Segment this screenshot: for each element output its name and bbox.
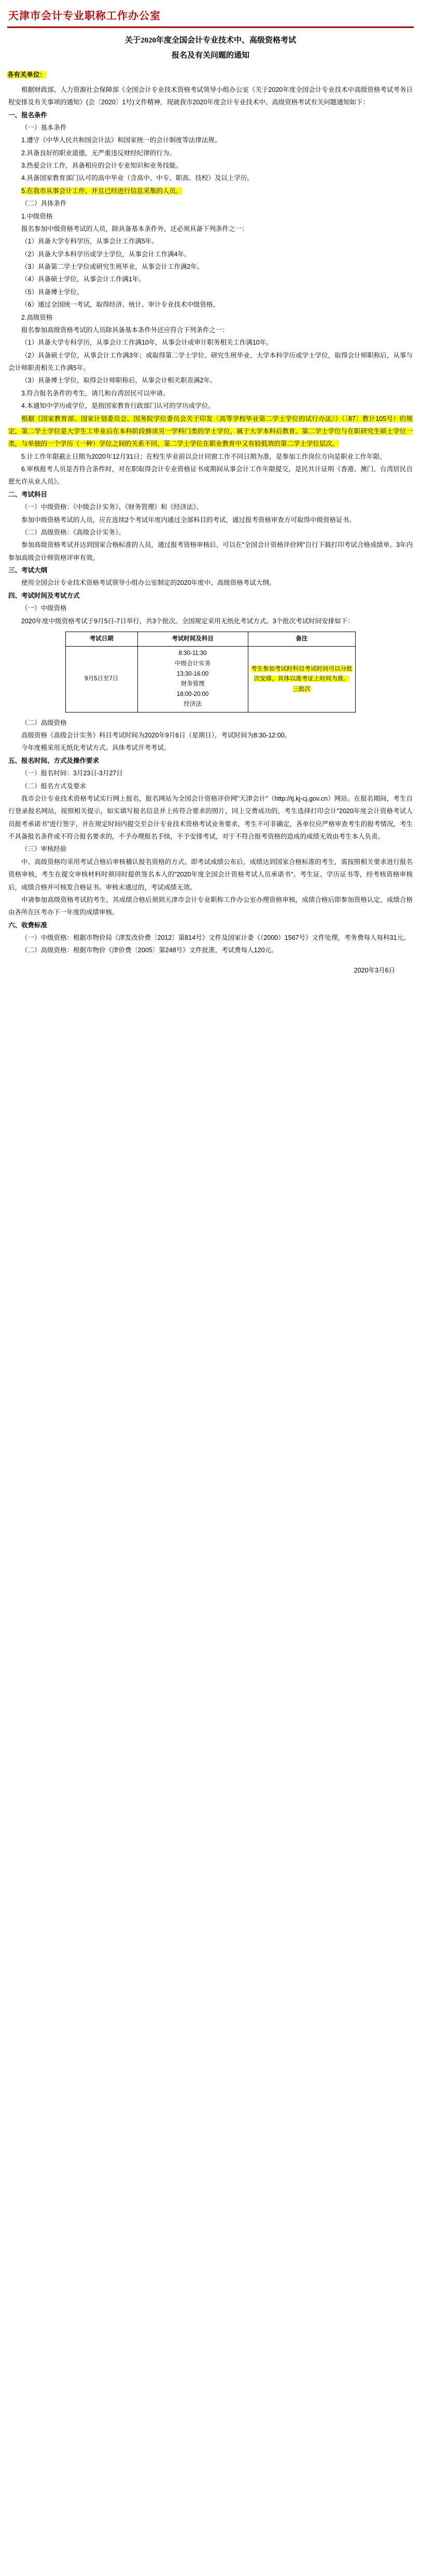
table-cell-time-subject [137, 647, 248, 712]
section-1-1-heading: （一）基本条件 [21, 124, 67, 131]
section-3-heading: 三、考试大纲 [8, 567, 48, 574]
section-1-2-a-intro: 报名参加中级资格考试的人员，除具备基本条件外，还必须具备下列条件之一： [21, 225, 248, 232]
section-1-1-item-2: 2.具备良好的职业道德，无严重违反财经纪律的行为。 [21, 149, 176, 157]
section-5-3: （三）审核经验 [21, 845, 67, 853]
section-1-2-b-heading: 2.高级资格 [21, 313, 53, 321]
section-1-1-item-3: 3.热爱会计工作，具备相应的会计专业知识和业务技能。 [21, 162, 183, 169]
section-3-paragraph: 使用全国会计专业技术资格考试领导小组办公室制定的2020年度中、高级资格考试大纲。 [21, 579, 276, 587]
section-2-2: （二）高级资格：《高级会计实务》。 [21, 528, 125, 536]
section-1-1-item-4: 4.具备国家教育部门认可的高中毕业（含高中、中专、职高、技校）及以上学历。 [21, 174, 254, 182]
section-1-1-item-5-text: 5.在我市从事会计工作，并且已经进行信息采集的人员。 [21, 187, 183, 195]
section-4-2-paragraph-2: 今年度模采用无纸化考试方式。具体考试开考考试。 [21, 744, 171, 752]
section-5-2-paragraph: 我市会计专业技术资格考试实行网上报名，报名网站为全国会计资格评价网"天津会计"（http://tj.kj-cj.gov.cn）网站。在报名期间，考生自行登录报名网站，按照相关提示，如实填写报名信息并上传符合要求的照片，同上交费成功的，考生选择打印会计"2020年度会计资格考试人员报考承诺书"进行签字，并在规定时间内提交至会计专业技术资格考试业务要求，考生不可非确定，各单位应严格审查考生的报考情况，考生不具备报名条件或不符合报名要求的，不予办理报名手续，不予安排考试，对于不符合报考资格的造成的成绩无效由考生本人负责。 [8, 794, 413, 841]
section-4-2-paragraph-1: 高级资格《高级会计实务》科目考试时间为2020年9月6日（星期日），考试时间为8:30-12:00。 [21, 732, 291, 739]
red-divider [7, 26, 414, 28]
section-1-2-item-3: 3.符合报名条件的考生，请几和台湾居民可以申请。 [21, 389, 170, 397]
document-page [0, 0, 421, 985]
time-line-2: 13:30-16:00 [176, 670, 209, 677]
org-title: 天津市会计专业职称工作办公室 [8, 10, 161, 22]
subject-line-2: 财务管理 [180, 681, 205, 688]
section-2-heading: 二、考试科目 [8, 490, 48, 498]
table-header-time-subject: 考试时间及科目 [137, 632, 248, 647]
section-1-2-heading: （二）具体条件 [21, 200, 67, 208]
table-header-remark: 备注 [248, 632, 355, 647]
section-6-1: （一）中级资格：根据市物价局《津发改价费〔2012〕第814号》文件及国家计委《（2000）1567号》文件处理，考务费每人每科31元。 [21, 934, 410, 942]
document-title [19, 33, 402, 63]
section-6-heading: 六、收费标准 [8, 921, 48, 929]
section-1-2-a-item-4: （4）具备硕士学位，从事会计工作满1年。 [21, 276, 145, 283]
section-2-1: （一）中级资格：《中级会计实务》、《财务管理》和《经济法》。 [21, 503, 203, 511]
document-title-line1: 关于2020年度全国会计专业技术中、高级资格考试 [124, 36, 296, 45]
table-row [66, 647, 356, 712]
table-cell-date: 9月5日至7日 [66, 647, 138, 712]
salutation [7, 69, 414, 81]
section-5-heading: 五、报名时间、方式及操作要求 [8, 757, 100, 764]
exam-schedule-table-wrapper [7, 632, 414, 712]
section-1-heading: 一、报名条件 [8, 111, 48, 119]
section-1-2-a-item-2: （2）具备大学本科学历或学士学位，从事会计工作满4年。 [21, 250, 191, 258]
section-5-3-paragraph-1: 中、高级资格均采用考试合格后审核稽认报名资格的方式。即考试成绩公布后，成绩达到国家合格标准的考生，需按照相关要求进行报名资格审核，考生在提交审核材料时须同时提供签名本人的"2020年度全国会计资格考试人员承诺书"。考生证、学历证书等，经考核资格审核后，成绩合格并可核发合格证书。审核未通过的，考试成绩无效。 [8, 858, 413, 891]
subject-line-1: 中级会计实务 [175, 660, 211, 667]
section-1-2-b-intro: 报名参加高级资格考试的人员除具备基本条件外还应符合下列条件之一： [21, 326, 229, 334]
section-6-2: （二）高级资格：根据市物价《津价费〔2005〕第248号》文件批准，考试费每人120元。 [21, 947, 278, 954]
section-1-2-item-5 [7, 413, 414, 450]
table-header-date: 考试日期 [66, 632, 138, 647]
intro-paragraph: 根据财政部、人力资源社会保障部《全国会计专业技术资格考试领导小组办公室《关于2020年度全国会计专业技术中高级资格考试考务日程安排及有关事项的通知》(会〔2020〕1号)文件精神，现就我市2020年度会计专业技术中、高级资格考试有关问题通知如下： [8, 86, 413, 106]
section-2-1-paragraph: 参加中级资格考试的人员，应在连续2个考试年度内通过全部科目的考试，通过报考资格审查方可取得中级资格证书。 [21, 516, 356, 524]
section-1-2-item-5-text: 根据《国家教育部、国家计划委员会、国务院学位委员会关于印发〈高等学校毕业第二学士学位的试行办法〉》（〔87〕教计105号）的规定，第二学士学位是大学生工毕业后在本科阶段修读另一学科门类的学士学位，属于大学本科后教育。第二学士学位与在职研究生硕士学位一类，与单独的一个学历（一种）学位之间的关系不同，第二学士学位在职业教育中又有较低效的第二学士学位层次。 [8, 415, 413, 448]
section-1-2-item-6: 5.计工作年限截止日期为2020年12月31日；在校生毕业前以会计同窗工作不同日期为准，是参加工作岗位方向是职业工作年限。 [21, 453, 386, 460]
time-line-3: 18:00-20:00 [176, 691, 209, 697]
time-line-1: 8:30-11:30 [178, 650, 207, 657]
section-1-2-b-item-2: （2）具备硕士学位，从事会计工作满3年；或取得第二学士学位、研究生班毕业、大学本科学历或学士学位，取得会计师职称后，从事与会计师职责相关工作满5年。 [8, 351, 413, 372]
section-4-1-paragraph: 2020年度中级资格考试于9月5日-7日举行，共3个批次。全国规定采用无纸化考试方式。3个批次考试时间安排如下： [21, 617, 354, 625]
section-1-2-item-4: 4.本通知中学历或学位，是指国家教育行政部门认可的学历或学位。 [21, 402, 215, 410]
document-title-line2: 报名及有关问题的通知 [171, 51, 249, 60]
exam-schedule-table [65, 632, 356, 712]
section-5-2: （二）报名方式及要求 [21, 782, 87, 790]
salutation-text: 各有关单位： [7, 71, 47, 78]
section-1-2-b-item-1: （1）具备大学专科学历，从事会计工作满10年，从事会计或审计职务相关工作满10年。 [21, 339, 273, 347]
section-1-2-a-item-3: （3）具备第二学士学位或研究生班毕业，从事会计工作满2年。 [21, 263, 204, 270]
subject-line-3: 经济法 [184, 701, 202, 708]
section-1-2-a-item-1: （1）具备大学专科学历，从事会计工作满5年。 [21, 238, 158, 245]
section-1-2-a-heading: 1.中级资格 [21, 212, 53, 220]
section-4-2: （二）高级资格 [21, 719, 67, 727]
section-1-2-b-item-3: （3）具备博士学位，取得会计师职称后，从事会计相关职责满2年。 [21, 377, 217, 385]
document-date: 2020年3月6日 [354, 966, 395, 974]
section-4-heading: 四、考试时间及考试方式 [8, 592, 80, 599]
table-cell-remark [248, 647, 355, 712]
section-5-1: （一）报名时间：3月23日-3月27日 [21, 770, 123, 777]
section-1-2-item-7: 6.审核报考人员是否符合条件时，对在职取得会计专业资格证书或期间从事会计工作年限提交，是民共计证明《香港、澳门、台湾居民自愿允许从业人员》。 [8, 465, 413, 486]
section-1-1-item-5 [7, 185, 414, 197]
table-cell-remark-text: 考生参加考试时科目考试时间可以分批次安排，具体以准考证上时间为准。 [251, 665, 353, 682]
table-cell-remark-highlight: 三批次 [292, 686, 311, 692]
section-1-2-a-item-6: （6）通过全国统一考试，取得经济、统计、审计专业技术中级资格。 [21, 301, 219, 309]
section-5-3-paragraph-2: 申请参加高级资格考试的考生，其成绩合格后须到天津市会计专业职称工作办公室办理资格审核，成绩合格后即参加资格认定，成绩合格由各所在区考办下一年度的成绩审核。 [8, 896, 413, 916]
section-2-2-paragraph: 参加高级资格考试并达到国家合格标准的人员，通过报考资格审核后，可以在"全国会计资格评价网"自行下载打印考试合格成绩单。3年内参加高级会计师资格评审有效。 [8, 541, 413, 561]
section-1-1-item-1: 1.遵守《中华人民共和国会计法》和国家统一的会计制度等法律法规。 [21, 136, 221, 144]
table-header-row [66, 632, 356, 647]
section-4-1: （一）中级资格 [21, 605, 67, 612]
section-1-2-a-item-5: （5）具备博士学位。 [21, 288, 83, 296]
